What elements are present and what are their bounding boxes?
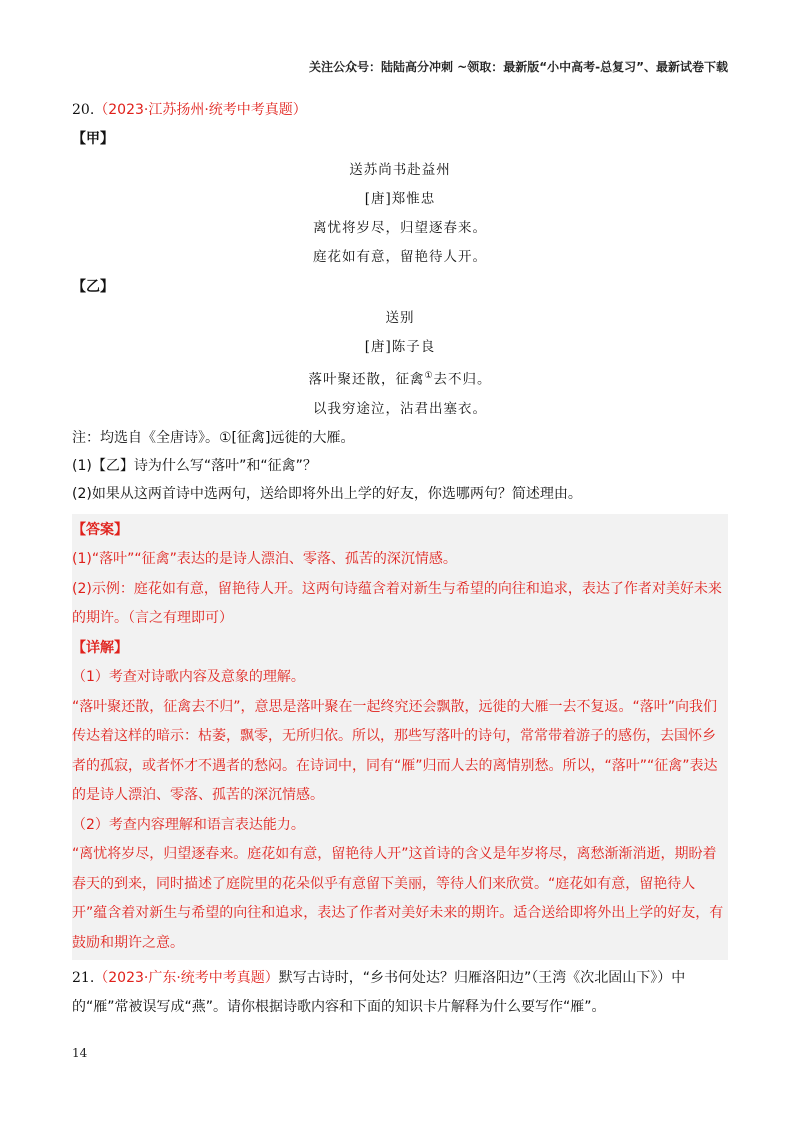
poem2-line: 以我穷途泣，沾君出塞衣。 [313, 400, 487, 417]
poem1-line: 庭花如有意，留艳待人开。 [313, 249, 487, 265]
poem2-title: 送别 [385, 310, 415, 326]
answer-section [72, 514, 728, 961]
question-number: 20. [72, 102, 95, 118]
poem1-line: 离忧将岁尽，归望逐春来。 [313, 220, 487, 236]
detail-1-body: “落叶聚还散，征禽去不归”，意思是落叶聚在一起终究还会飘散，远徙的大雁一去不复返。“落叶”向我们传达着这样的暗示：枯萎，飘零，无所归依。所以，那些写落叶的诗句，常常带着游子的感伤，去国怀乡者的孤寂，或者怀才不遇者的愁闷。在诗词中，同有“雁”归而人去的离情别愁。所以，“落叶”“征禽”表达的是诗人漂泊、零落、孤苦的深沉情感。 [72, 698, 718, 803]
question-21 [72, 964, 728, 1022]
poem2-line [72, 362, 728, 395]
detail-tag: 【详解】 [72, 639, 128, 656]
question-number: 21. [72, 970, 95, 986]
question-source: （2023·江苏扬州·统考中考真题） [94, 102, 307, 118]
question-21-text: 默写古诗时，“乡书何处达？归雁洛阳边”（王湾《次北固山下》）中的“雁”常被误写成“燕”。请你根据诗歌内容和下面的知识卡片解释为什么要写作“雁”。 [72, 970, 686, 1015]
poem2-line1-text: 落叶聚还散，征禽 [308, 371, 425, 388]
answer-tag: 【答案】 [72, 521, 128, 538]
detail-2-body: “离忧将岁尽，归望逐春来。庭花如有意，留艳待人开”这首诗的含义是年岁将尽，离愁渐渐消逝，期盼着春天的到来，同时描述了庭院里的花朵似乎有意留下美丽，等待人们来欣赏。“庭花如有意，留艳待人开”蕴含着对新生与希望的向往和追求，表达了作者对美好未来的期许。适合送给即将外出上学的好友，有鼓励和期许之意。 [72, 846, 724, 951]
footnote-marker: ① [424, 371, 434, 381]
poem-jia-label: 【甲】 [72, 131, 114, 147]
poem1-title: 送苏尚书赴益州 [349, 162, 451, 178]
poem-yi-label: 【乙】 [72, 279, 114, 295]
answer-2: (2)示例：庭花如有意，留艳待人开。这两句诗蕴含着对新生与希望的向往和追求，表达了作者对美好未来的期许。（言之有理即可） [72, 580, 722, 626]
sub-question-1: (1)【乙】诗为什么写“落叶”和“征禽”？ [72, 457, 317, 474]
page-header: 关注公众号：陆陆高分冲刺 ~领取：最新版“小中高考-总复习”、最新试卷下载 [309, 60, 728, 74]
poem2-line1-text-end: 去不归。 [433, 371, 492, 388]
page-content [72, 96, 728, 1022]
page-number: 14 [72, 1046, 88, 1060]
question-source: （2023·广东·统考中考真题） [94, 970, 279, 986]
poem1-author: [唐]郑惟忠 [364, 191, 436, 207]
note-text: 注：均选自《全唐诗》。①[征禽]远徙的大雁。 [72, 429, 355, 446]
detail-1-heading: （1）考查对诗歌内容及意象的理解。 [72, 669, 305, 685]
sub-question-2: (2)如果从这两首诗中选两句，送给即将外出上学的好友，你选哪两句？简述理由。 [72, 485, 582, 502]
poem2-author: [唐]陈子良 [364, 339, 436, 355]
answer-1: (1)“落叶”“征禽”表达的是诗人漂泊、零落、孤苦的深沉情感。 [72, 551, 457, 567]
question-20-heading [72, 96, 728, 124]
detail-2-heading: （2）考查内容理解和语言表达能力。 [72, 816, 305, 833]
